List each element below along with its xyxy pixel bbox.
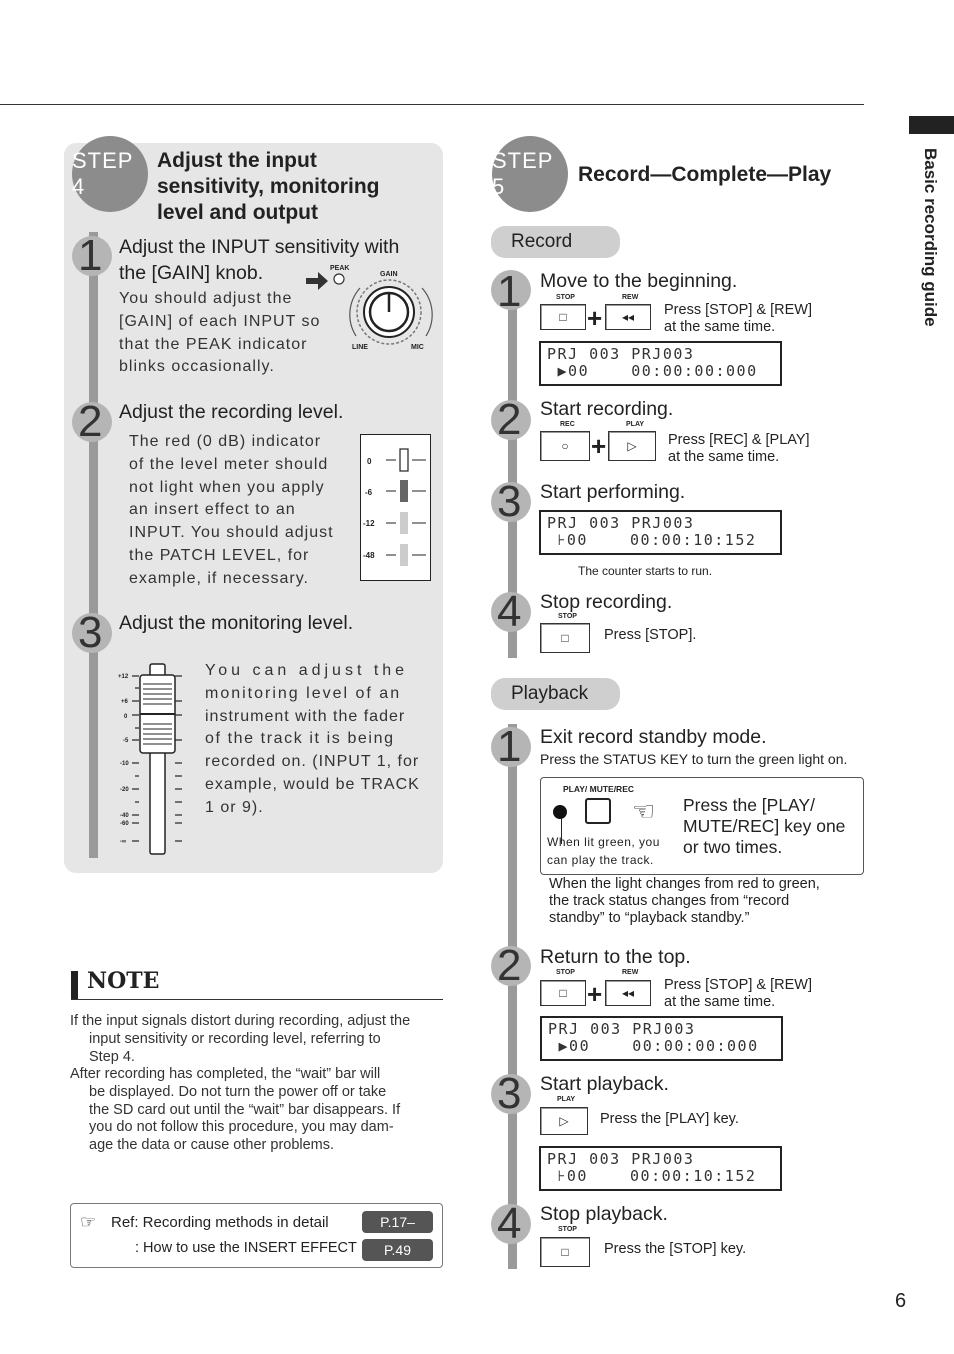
step5-title: Record—Complete—Play (578, 163, 832, 186)
note-paragraph: After recording has completed, the “wait” bar will be displayed. Do not turn the power off or take the SD card out until the “wait” bar disappears. If you do not follow this procedure, you may dam- age the data or cause other problems. (70, 1066, 401, 1154)
button-label: REW (622, 294, 639, 301)
playback-section-label: Playback (491, 678, 620, 710)
substep-number: 2 (497, 395, 522, 444)
stop-button[interactable] (540, 980, 586, 1006)
substep-heading: Adjust the recording level. (119, 401, 344, 423)
fader-cap (140, 675, 175, 753)
substep-number: 2 (497, 941, 522, 990)
meter-label-0: 0 (367, 457, 372, 466)
plus-sign: + (587, 303, 603, 333)
right-scale-ticks (175, 676, 182, 841)
button-label: PLAY (626, 421, 645, 428)
playback-explanation: When the light changes from red to green, the track status changes from “record standby” to “playback standby.” (549, 876, 820, 926)
stop-icon: □ (561, 631, 569, 645)
substep-subtext: Press the STATUS KEY to turn the green light on. (540, 751, 848, 767)
peak-led (334, 274, 344, 284)
play-icon: ▷ (627, 439, 637, 453)
substep-number: 3 (497, 1069, 522, 1118)
page-ref-link[interactable]: P.49 (362, 1239, 433, 1261)
playback-vertical-bar (508, 724, 517, 1269)
key-label: PLAY/ MUTE/REC (563, 784, 635, 794)
pointing-hand-icon: ☞ (80, 1212, 97, 1232)
rew-button[interactable] (605, 304, 651, 330)
substep-number: 4 (497, 587, 522, 636)
step5-badge: STEP 5 (492, 136, 568, 212)
substep-number: 2 (78, 397, 103, 446)
fader-label: +6 (121, 699, 128, 705)
note-paragraph: If the input signals distort during recording, adjust the input sensitivity or recording level, referring to Step 4. (70, 1013, 411, 1065)
press-instruction: Press [STOP] & [REW] at the same time. (664, 977, 812, 1010)
record-circle-icon: ○ (561, 439, 569, 453)
left-scale-ticks (132, 676, 139, 841)
fader-label: -60 (120, 821, 129, 827)
substep-number: 1 (497, 722, 522, 771)
fader-label: -∞ (120, 839, 127, 845)
button-label: STOP (556, 969, 575, 976)
plus-sign: + (587, 979, 603, 1009)
note-rule (71, 999, 443, 1000)
substep-number: 3 (78, 608, 103, 657)
substep-number: 3 (497, 477, 522, 526)
top-rule (0, 104, 864, 105)
substep-heading: Move to the beginning. (540, 270, 738, 292)
stop-button[interactable] (540, 304, 586, 330)
side-section-label: Basic recording guide (921, 148, 940, 327)
rewind-icon: ◂◂ (621, 310, 635, 324)
ref-line-1: Ref: Recording methods in detail (111, 1214, 329, 1231)
meter-label-6: -6 (365, 488, 373, 497)
status-led (553, 805, 567, 819)
section-tab-marker (909, 116, 954, 134)
substep-heading: Adjust the monitoring level. (119, 612, 354, 634)
gain-label: GAIN (380, 271, 398, 278)
ref-line-2: : How to use the INSERT EFFECT (135, 1240, 357, 1256)
line-label: LINE (352, 344, 368, 351)
substep-body: You should adjust the [GAIN] of each INPUT so that the PEAK indicator blinks occasionally. (119, 290, 321, 376)
peak-label: PEAK (330, 265, 350, 272)
button-label: REC (560, 421, 575, 428)
button-label: STOP (558, 613, 577, 620)
arrow-right-icon (306, 272, 328, 290)
pointing-hand-icon: ☜ (632, 796, 656, 826)
meter-segment (400, 544, 408, 566)
press-instruction: Press [STOP]. (604, 627, 697, 643)
lcd-display: PRJ 003 PRJ003 ⊦00 00:00:10:152 (539, 1146, 782, 1191)
note-title: NOTE (87, 968, 160, 994)
play-button[interactable] (608, 431, 656, 461)
substep-number: 1 (497, 267, 522, 316)
substep-number: 4 (497, 1199, 522, 1248)
fader-label: -40 (120, 813, 129, 819)
lcd-display: PRJ 003 PRJ003 ▶00 00:00:00:000 (540, 1016, 783, 1061)
rewind-icon: ◂◂ (621, 986, 635, 1000)
counter-caption: The counter starts to run. (578, 564, 713, 578)
stop-icon: □ (561, 1245, 569, 1259)
button-label: STOP (556, 294, 575, 301)
fader-illustration (115, 658, 187, 858)
lit-green-caption: When lit green, you can play the track. (547, 835, 660, 867)
lcd-display: PRJ 003 PRJ003 ⊦00 00:00:10:152 (539, 510, 782, 555)
press-instruction: Press [REC] & [PLAY] at the same time. (668, 432, 810, 465)
stop-button[interactable] (540, 623, 590, 653)
plus-sign: + (591, 431, 607, 461)
play-button[interactable] (540, 1107, 588, 1135)
substep-body: The red (0 dB) indicator of the level meter should not light when you apply an insert effect to an INPUT. You should adjust the PATCH LEVEL, for example, if necessary. (129, 433, 334, 587)
fader-label: -10 (120, 761, 129, 767)
substep-heading: Adjust the INPUT sensitivity with the [GAIN] knob. (119, 236, 400, 284)
meter-segment (400, 512, 408, 534)
fader-label: -5 (123, 738, 129, 744)
page-ref-link[interactable]: P.17– (362, 1211, 433, 1233)
button-label: STOP (558, 1226, 577, 1233)
mic-label: MIC (411, 344, 424, 351)
button-label: PLAY (557, 1096, 576, 1103)
meter-segment (400, 449, 408, 471)
press-instruction: Press the [STOP] key. (604, 1241, 747, 1257)
play-icon: ▷ (559, 1114, 569, 1128)
record-section-label: Record (491, 226, 620, 258)
play-mute-rec-key[interactable] (585, 798, 611, 824)
press-instruction: Press the [PLAY] key. (600, 1111, 739, 1127)
substep-number: 1 (78, 231, 103, 280)
press-instruction: Press the [PLAY/ MUTE/REC] key one or two times. (683, 795, 846, 857)
substep-body: You can adjust the monitoring level of an instrument with the fader of the track it is being recorded on. (INPUT 1, for example, would be TRACK 1 or 9). (205, 662, 420, 816)
rew-button[interactable] (605, 980, 651, 1006)
substep-heading: Start performing. (540, 481, 686, 503)
substep-heading: Return to the top. (540, 946, 691, 968)
press-instruction: Press [STOP] & [REW] at the same time. (664, 302, 812, 335)
lcd-display: PRJ 003 PRJ003 ▶00 00:00:00:000 (539, 341, 782, 386)
substep-heading: Stop recording. (540, 591, 673, 613)
rec-button[interactable] (540, 431, 590, 461)
gain-knob-illustration (300, 258, 440, 358)
substep-heading: Stop playback. (540, 1203, 668, 1225)
step4-vertical-bar (89, 232, 98, 858)
fader-label: 0 (124, 714, 128, 720)
meter-label-12: -12 (363, 519, 375, 528)
substep-heading: Exit record standby mode. (540, 726, 767, 748)
stop-icon: □ (559, 986, 567, 1000)
page-number: 6 (895, 1290, 907, 1312)
step4-title: Adjust the input sensitivity, monitoring level and output (157, 149, 380, 224)
fader-label: +12 (118, 674, 129, 680)
stop-icon: □ (559, 310, 567, 324)
button-label: REW (622, 969, 639, 976)
meter-segment (400, 480, 408, 502)
level-meter-illustration (360, 434, 432, 582)
step4-badge: STEP 4 (72, 136, 148, 212)
note-marker (71, 971, 78, 999)
substep-heading: Start recording. (540, 398, 674, 420)
substep-heading: Start playback. (540, 1073, 669, 1095)
meter-label-48: -48 (363, 551, 375, 560)
fader-label: -20 (120, 787, 129, 793)
stop-button[interactable] (540, 1237, 590, 1267)
